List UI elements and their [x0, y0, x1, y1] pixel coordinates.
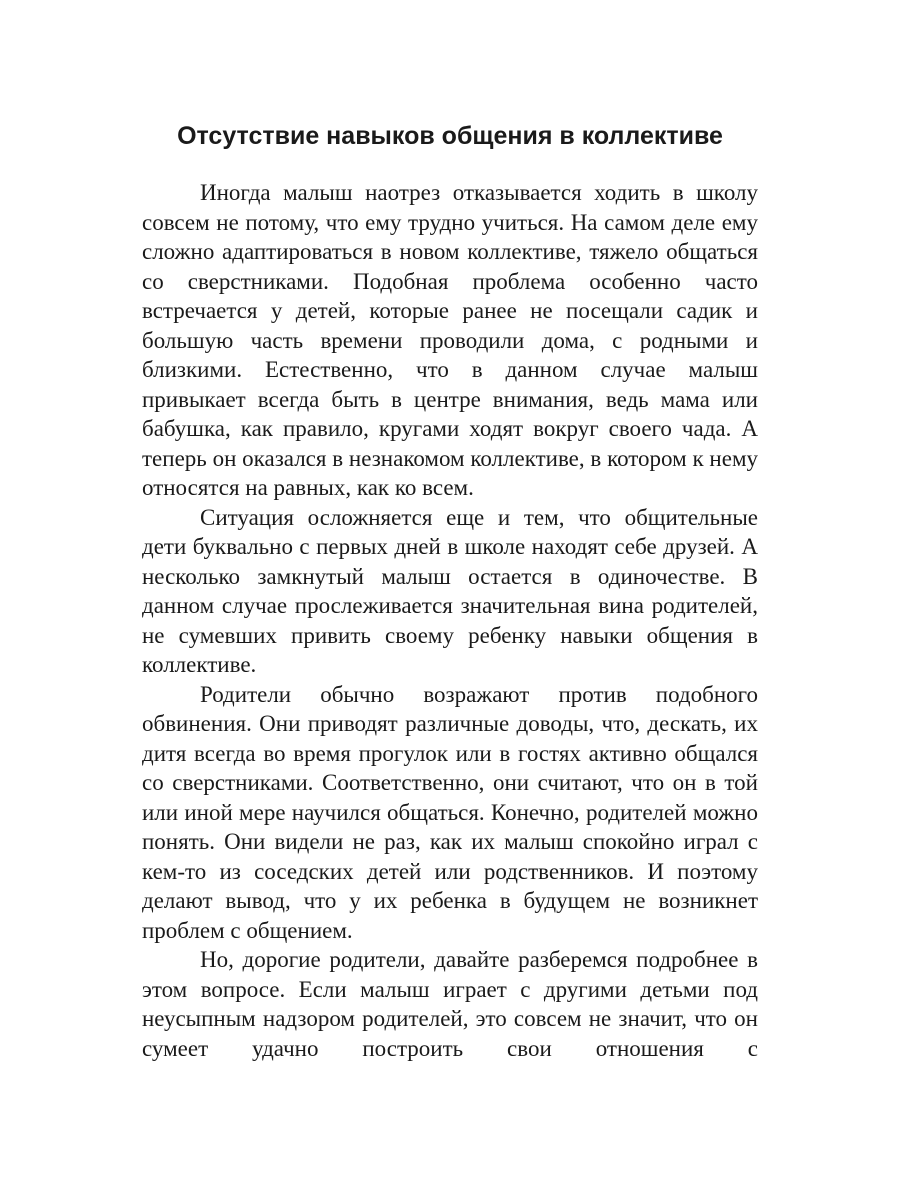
paragraph-4: Но, дорогие родители, давайте разберемся подробнее в этом вопросе. Если малыш играет с другими детьми под неусыпным надзором родителей, это совсем не значит, что он сумеет удачно построить свои отношения с: [142, 947, 758, 1061]
section-heading: Отсутствие навыков общения в коллективе: [177, 122, 723, 150]
paragraph-2: Ситуация осложняется еще и тем, что общительные дети буквально с первых дней в школе находят себе друзей. А несколько замкнутый малыш остается в одиночестве. В данном случае прослеживается значительная вина родителей, не сумевших привить своему ребенку навыки общения в коллективе.: [142, 504, 758, 677]
paragraph-3: Родители обычно возражают против подобного обвинения. Они приводят различные доводы, что, дескать, их дитя всегда во время прогулок или в гостях активно общался со сверстниками. Соответственно, они считают, что он в той или иной мере научился общаться. Конечно, родителей можно понять. Они видели не раз, как их малыш спокойно играл с кем-то из соседских детей или родственников. И поэтому делают вывод, что у их ребенка в будущем не возникнет проблем с общением.: [142, 681, 758, 943]
body-text: [142, 178, 758, 1063]
paragraph-1: Иногда малыш наотрез отказывается ходить в школу совсем не потому, что ему трудно учиться. На самом деле ему сложно адаптироваться в новом коллективе, тяжело общаться со сверстниками. Подобная проблема особенно часто встречается у детей, которые ранее не посещали садик и большую часть времени проводили дома, с родными и близкими. Естественно, что в данном случае малыш привыкает всегда быть в центре внимания, ведь мама или бабушка, как правило, кругами ходят вокруг своего чада. А теперь он оказался в незнакомом коллективе, в котором к нему относятся на равных, как ко всем.: [142, 180, 758, 500]
